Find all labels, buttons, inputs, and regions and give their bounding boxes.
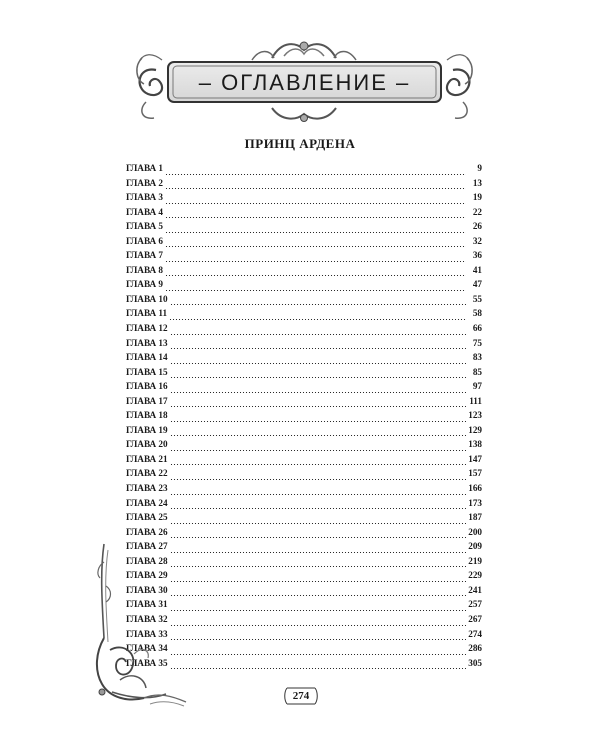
toc-dot-leader [170,639,466,640]
toc-page-number: 19 [472,192,482,203]
toc-page-number: 75 [472,337,482,348]
toc-page-number: 173 [468,497,482,508]
toc-page-number: 111 [469,395,482,406]
toc-page-number: 267 [468,613,482,624]
toc-chapter-label: ГЛАВА 16 [126,381,168,392]
toc-page-number: 55 [472,293,482,304]
toc-chapter-label: ГЛАВА 28 [126,555,168,566]
toc-chapter-label: ГЛАВА 5 [126,221,164,232]
toc-chapter-label: ГЛАВА 17 [126,395,168,406]
toc-dot-leader [170,581,466,582]
toc-dot-leader [170,494,466,495]
toc-chapter-label: ГЛАВА 30 [126,584,168,595]
section-title: ПРИНЦ АРДЕНА [244,136,356,151]
toc-dot-leader [165,246,466,247]
toc-page-number: 209 [468,541,482,552]
toc-chapter-label: ГЛАВА 10 [126,293,168,304]
toc-row [126,236,482,251]
toc-row [126,323,482,338]
toc-page-number: 138 [468,439,482,450]
toc-row [126,512,482,527]
toc-dot-leader [165,290,466,291]
toc-row [126,425,482,440]
toc-page-number: 32 [472,235,482,246]
toc-dot-leader [170,334,466,335]
toc-page-number: 13 [472,177,482,188]
toc-dot-leader [170,668,466,669]
toc-row [126,250,482,265]
toc-page-number: 36 [472,250,482,261]
toc-page-number: 66 [472,323,482,334]
toc-chapter-label: ГЛАВА 27 [126,541,168,552]
toc-chapter-label: ГЛАВА 15 [126,366,168,377]
toc-row [126,294,482,309]
toc-dot-leader [170,435,466,436]
toc-page-number: 83 [472,352,482,363]
toc-dot-leader [170,363,466,364]
toc-dot-leader [170,552,466,553]
toc-chapter-label: ГЛАВА 14 [126,352,168,363]
toc-row [126,221,482,236]
toc-chapter-label: ГЛАВА 35 [126,657,168,668]
toc-dot-leader [165,261,466,262]
toc-chapter-label: ГЛАВА 20 [126,439,168,450]
toc-row [126,468,482,483]
toc-page-number: 26 [472,221,482,232]
toc-page-number: 257 [468,599,482,610]
toc-chapter-label: ГЛАВА 19 [126,424,168,435]
toc-chapter-label: ГЛАВА 31 [126,599,168,610]
toc-page-number: 200 [468,526,482,537]
toc-chapter-label: ГЛАВА 12 [126,323,168,334]
toc-chapter-label: ГЛАВА 11 [126,308,168,319]
corner-flourish-icon [90,542,190,708]
toc-dot-leader [165,174,466,175]
toc-page-number: 274 [468,628,482,639]
toc-page-number: 123 [468,410,482,421]
toc-dot-leader [170,392,466,393]
toc-page-number: 229 [468,570,482,581]
toc-chapter-label: ГЛАВА 21 [126,453,168,464]
toc-row [126,192,482,207]
toc-chapter-label: ГЛАВА 23 [126,483,168,494]
toc-row [126,178,482,193]
toc-page-number: 147 [468,453,482,464]
toc-chapter-label: ГЛАВА 9 [126,279,164,290]
toc-row [126,265,482,280]
toc-dot-leader [170,537,466,538]
toc-dot-leader [165,275,466,276]
toc-page-number: 47 [472,279,482,290]
toc-row [126,454,482,469]
toc-chapter-label: ГЛАВА 29 [126,570,168,581]
toc-row [126,381,482,396]
toc-row [126,338,482,353]
toc-dot-leader [170,625,466,626]
toc-page-number: 58 [472,308,482,319]
toc-row [126,498,482,513]
toc-page-number: 219 [468,555,482,566]
toc-page-number: 97 [472,381,482,392]
toc-chapter-label: ГЛАВА 8 [126,264,164,275]
toc-row [126,308,482,323]
toc-dot-leader [170,508,466,509]
toc-row [126,483,482,498]
toc-chapter-label: ГЛАВА 1 [126,163,164,173]
toc-chapter-label: ГЛАВА 32 [126,613,168,624]
toc-dot-leader [170,450,466,451]
toc-row [126,410,482,425]
toc-dot-leader [170,406,466,407]
header-banner [132,36,477,126]
toc-dot-leader [170,479,466,480]
page-title: – ОГЛАВЛЕНИЕ – [198,70,411,95]
toc-chapter-label: ГЛАВА 25 [126,512,168,523]
toc-dot-leader [165,217,466,218]
page-number: 274 [292,690,310,702]
toc-row [126,439,482,454]
toc-page-number: 22 [472,206,482,217]
toc-page-number: 157 [468,468,482,479]
toc-page-number: 286 [468,643,482,654]
toc-dot-leader [170,464,466,465]
toc-chapter-label: ГЛАВА 3 [126,192,164,203]
toc-chapter-label: ГЛАВА 7 [126,250,164,261]
toc-page-number: 129 [468,424,482,435]
toc-dot-leader [170,377,466,378]
toc-dot-leader [170,610,466,611]
toc-page-number: 241 [468,584,482,595]
toc-page-number: 187 [468,512,482,523]
toc-dot-leader [165,232,466,233]
toc-chapter-label: ГЛАВА 13 [126,337,168,348]
toc-row [126,163,482,178]
toc-dot-leader [170,595,466,596]
toc-row [126,396,482,411]
toc-chapter-label: ГЛАВА 4 [126,206,164,217]
toc-chapter-label: ГЛАВА 34 [126,643,168,654]
toc-dot-leader [165,188,466,189]
toc-page-number: 9 [477,163,482,173]
toc-dot-leader [169,319,466,320]
toc-page-number: 41 [472,264,482,275]
toc-chapter-label: ГЛАВА 33 [126,628,168,639]
toc-chapter-label: ГЛАВА 24 [126,497,168,508]
toc-page-number: 305 [468,657,482,668]
toc-dot-leader [170,348,466,349]
toc-dot-leader [170,566,466,567]
toc-row [126,207,482,222]
toc-row [126,352,482,367]
toc-chapter-label: ГЛАВА 22 [126,468,168,479]
toc-row [126,527,482,542]
toc-dot-leader [170,304,466,305]
page-number-badge [284,686,318,706]
toc-dot-leader [170,654,466,655]
toc-row [126,367,482,382]
toc-page-number: 166 [468,483,482,494]
toc-chapter-label: ГЛАВА 26 [126,526,168,537]
toc-chapter-label: ГЛАВА 2 [126,177,164,188]
toc-row [126,279,482,294]
toc-dot-leader [170,421,466,422]
toc-chapter-label: ГЛАВА 6 [126,235,164,246]
toc-dot-leader [170,523,466,524]
toc-dot-leader [165,203,466,204]
toc-page-number: 85 [472,366,482,377]
toc-chapter-label: ГЛАВА 18 [126,410,168,421]
